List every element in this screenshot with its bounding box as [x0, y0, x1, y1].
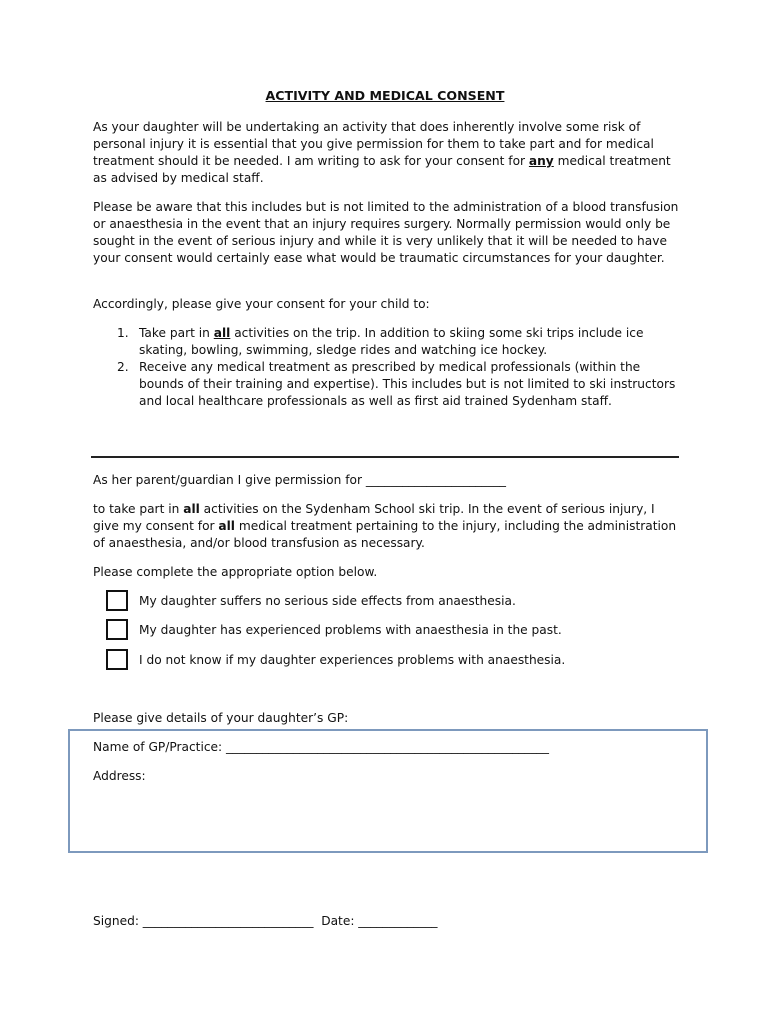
- list-text: Receive any medical treatment as prescribed by medical professionals (within the bounds of their training and expertise). This includes but is not limited to ski instructors and local healthcare professionals as well as first aid trained Sydenham staff.: [139, 360, 676, 408]
- accordingly-paragraph: Accordingly, please give your consent for your child to:: [93, 297, 430, 311]
- section-divider: [91, 456, 679, 458]
- gp-address-field[interactable]: Address:: [93, 769, 146, 783]
- consent-text: medical treatment pertaining to the injury, including the administration of anaesthesia, and/or blood transfusion as necessary.: [93, 519, 677, 550]
- list-number: 2.: [117, 360, 129, 374]
- consent-paragraph: [93, 501, 683, 552]
- consent-text: to take part in: [93, 502, 184, 516]
- signature-row: [93, 913, 683, 930]
- option-label: My daughter suffers no serious side effects from anaesthesia.: [139, 594, 516, 608]
- list-number: 1.: [117, 326, 129, 340]
- form-title: ACTIVITY AND MEDICAL CONSENT: [265, 88, 505, 103]
- consent-text: activities on the Sydenham School ski trip. In the event of serious injury, I give my consent for: [93, 502, 655, 533]
- consent-bold-all: all: [218, 519, 235, 533]
- signed-field[interactable]: Signed: ____________________________: [93, 914, 314, 928]
- list-item: [93, 359, 683, 410]
- option-label: I do not know if my daughter experiences problems with anaesthesia.: [139, 653, 566, 667]
- consent-bold-all: all: [183, 502, 200, 516]
- intro-paragraph: [93, 119, 683, 187]
- checkbox-past-problems[interactable]: [106, 619, 128, 640]
- awareness-paragraph: Please be aware that this includes but is not limited to the administration of a blood transfusion or anaesthesia in the event that an injury requires surgery. Normally permission would only be sought in the event of serious injury and while it is very unlikely that it will be needed to have your consent would certainly ease what would be traumatic circumstances for your daughter.: [93, 200, 679, 265]
- list-item: [93, 325, 683, 359]
- gp-intro: Please give details of your daughter’s GP:: [93, 711, 349, 725]
- intro-text-end: medical treatment as advised by medical staff.: [93, 154, 671, 185]
- permission-line[interactable]: As her parent/guardian I give permission for _______________________: [93, 473, 507, 487]
- checkbox-no-side-effects[interactable]: [106, 590, 128, 611]
- gp-name-field[interactable]: Name of GP/Practice: _____________________________________________________: [93, 740, 549, 754]
- intro-text: As your daughter will be undertaking an activity that does inherently involve some risk of personal injury it is essential that you give permission for them to take part and for medical treatment should it be needed. I am writing to ask for your consent for: [93, 120, 654, 168]
- complete-option-label: Please complete the appropriate option below.: [93, 565, 378, 579]
- list-text: Take part in: [139, 326, 214, 340]
- date-field[interactable]: Date: _____________: [321, 914, 438, 928]
- list-text-end: activities on the trip. In addition to skiing some ski trips include ice skating, bowling, swimming, sledge rides and watching ice hockey.: [139, 326, 644, 357]
- consent-list: [93, 325, 683, 410]
- intro-emphasis: any: [528, 154, 554, 168]
- checkbox-unknown[interactable]: [106, 649, 128, 670]
- option-label: My daughter has experienced problems with anaesthesia in the past.: [139, 623, 562, 637]
- list-emphasis: all: [213, 326, 231, 340]
